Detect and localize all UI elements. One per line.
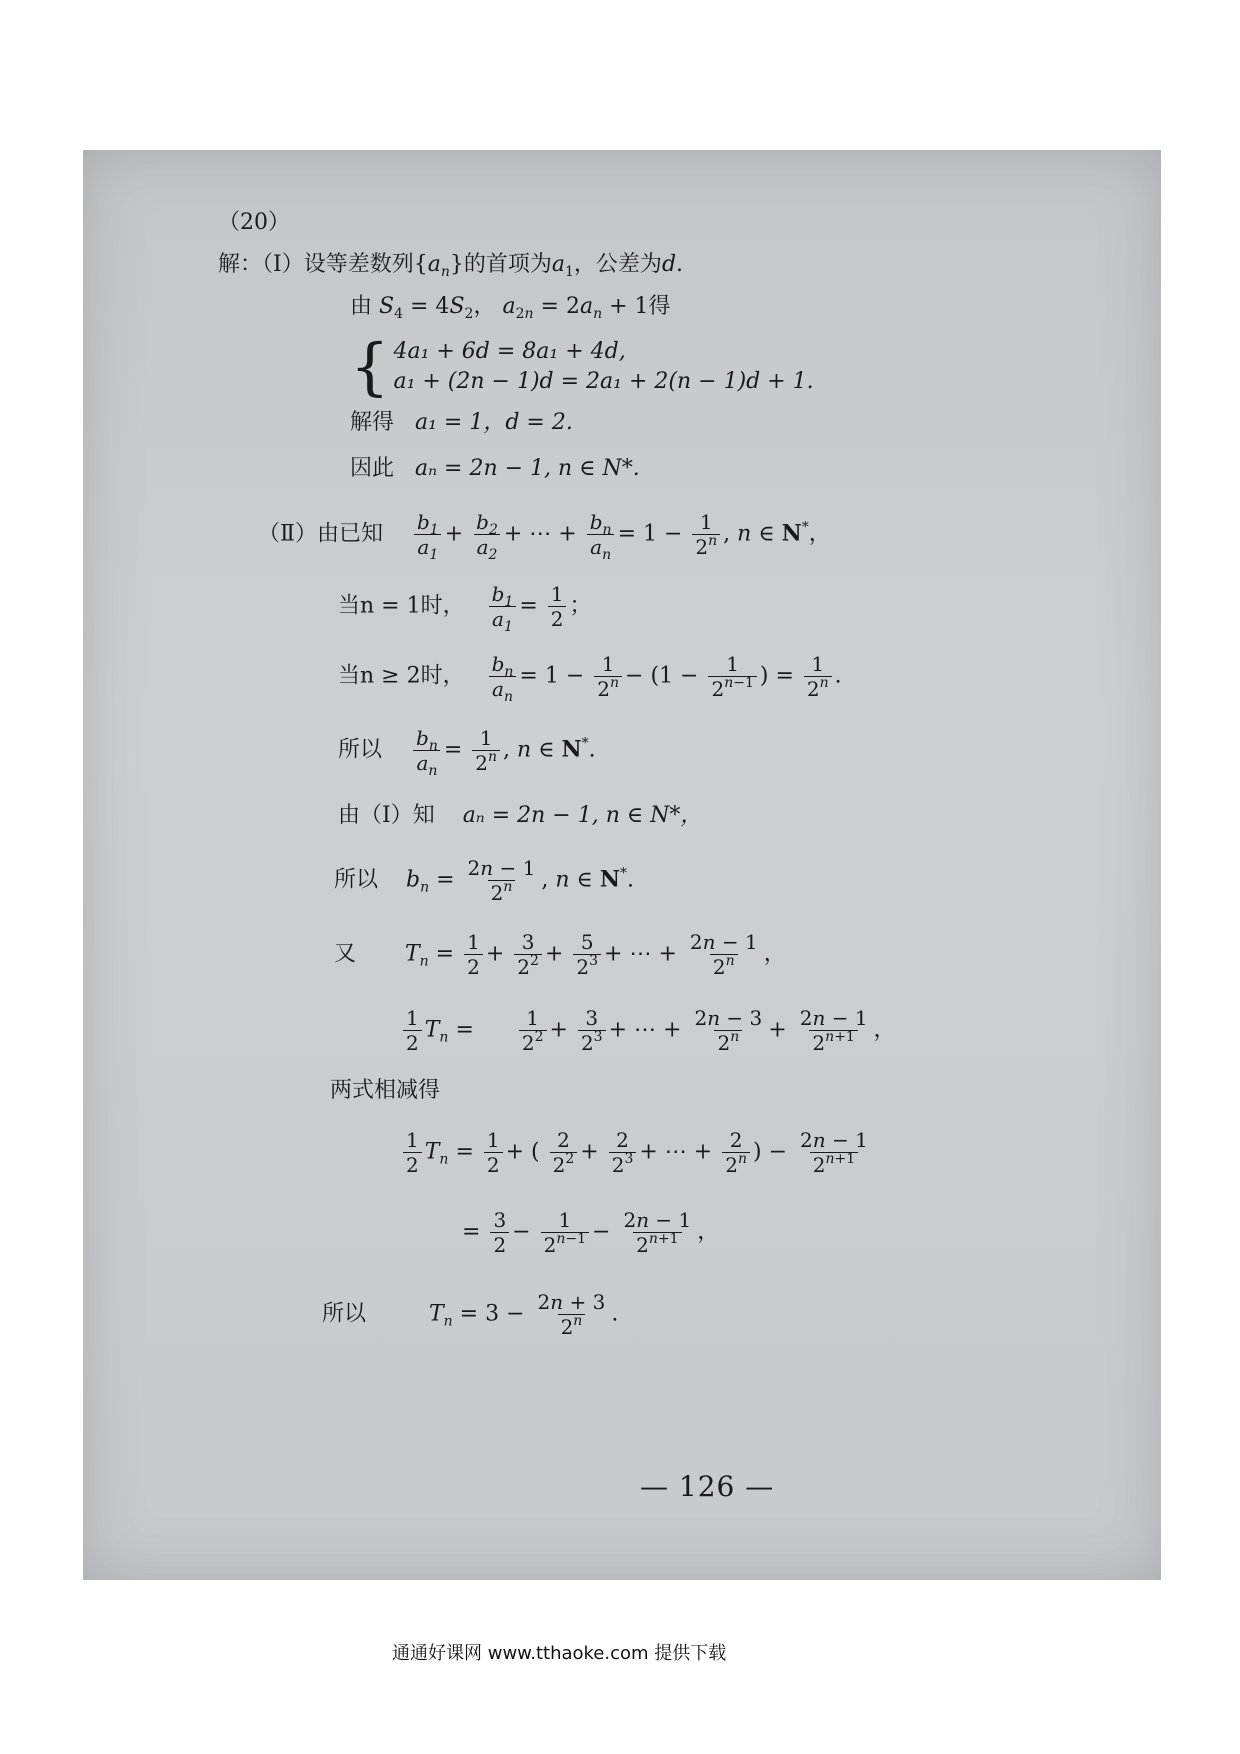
part1-intro-line: 解：（Ⅰ）设等差数列$\{a_n\}$的首项为$a_1$，公差为d. [218, 252, 684, 280]
solve-label: 解得 [350, 410, 395, 435]
subtraction-line-2: = $\frac{3}{2}$ − $\frac{1}{2^{n-1}}$ − $\frac{2n - 1}{2^{n+1}}$ ， [462, 1208, 720, 1257]
equation-system [350, 330, 814, 403]
so-label: 所以 [338, 737, 383, 763]
hence-line [350, 458, 640, 480]
footer-text: 通通好课网 www.tthaoke.com 提供下载 [392, 1643, 727, 1664]
so2-label: 所以 [334, 867, 379, 893]
final-line: 所以 $T_n = 3$ − $\frac{2n + 3}{2^n}$ . [322, 1290, 619, 1339]
system-equation-2: a₁ + (2n − 1)d = 2a₁ + 2(n − 1)d + 1. [393, 369, 814, 394]
solve-result: a₁ = 1，d = 2. [415, 410, 573, 435]
tn-line: 又 $T_n$ = $\frac{1}{2}$ + $\frac{3}{2^2}$ + $\frac{5}{2^3}$ + ⋯ + $\frac{2n - 1}{2^n}$ ， [334, 930, 786, 979]
system-equation-1: 4a₁ + 6d = 8a₁ + 4d, [393, 339, 626, 364]
part1-intro-sep: ，公差为 [573, 252, 662, 277]
part1-intro-label: 解：（Ⅰ）设等差数列 [218, 252, 414, 277]
so-line: 所以 $\frac{b_n}{a_n}$ = $\frac{1}{2^n}$ , n ∈ N*. [338, 726, 596, 779]
hence-result: aₙ = 2n − 1, n ∈ N*. [415, 456, 640, 481]
case1-line: 当n = 1时， $\frac{b_1}{a_1}$ = $\frac{1}{2}$ ； [338, 582, 592, 635]
problem-number: （20） [218, 210, 290, 235]
case2-label: 当n ≥ 2时， [338, 663, 465, 689]
from-part1-label: 由（Ⅰ）知 [338, 803, 435, 828]
from-label: 由 [350, 294, 373, 319]
solve-line [350, 412, 573, 434]
from-part1-result: aₙ = 2n − 1, n ∈ N*， [462, 803, 703, 828]
half-tn-line: $\frac{1}{2}$ $T_n$ = $\frac{1}{2^2}$ + $\frac{3}{2^3}$ + ⋯ + $\frac{2n - 3}{2^n}$ + $\frac{2n - 1}{2^{n+1}}$ ， [400, 1008, 896, 1053]
page-number: — 126 — [640, 1470, 775, 1503]
brace-symbol: { [350, 330, 390, 403]
case2-line: 当n ≥ 2时， $\frac{b_n}{a_n}$ = 1 − $\frac{1}{2^n}$ − (1 − $\frac{1}{2^{n-1}}$ ) = $\frac{1}{2^n}$ . [338, 652, 842, 705]
part2-given-line: （Ⅱ）由已知 $\frac{b_1}{a_1}$ + $\frac{b_2}{a_2}$ + ⋯ + $\frac{b_n}{a_n}$ = 1 − $\frac{1}{2^n}$ , n ∈ N*， [258, 510, 831, 563]
part1-conditions-line: 由 $S_4 = 4S_2$， $a_{2n} = 2a_n + 1$得 [350, 294, 671, 322]
hence-label: 因此 [350, 456, 395, 481]
final-label: 所以 [322, 1301, 367, 1327]
from-part1-line [338, 805, 702, 827]
subtraction-line-1: $\frac{1}{2}$ $T_n$ = $\frac{1}{2}$ + ( $\frac{2}{2^2}$ + $\frac{2}{2^3}$ + ⋯ + $\frac{2}{2^n}$ ) − $\frac{2n - 1}{2^{n+1}}$ [400, 1130, 874, 1175]
so2-line: 所以 $b_n$ = $\frac{2n - 1}{2^n}$ , n ∈ N*. [334, 856, 634, 905]
part2-intro-label: （Ⅱ）由已知 [258, 521, 383, 547]
part1-intro-mid: 的首项为 [463, 252, 552, 277]
also-label: 又 [334, 941, 357, 967]
case1-label: 当n = 1时， [338, 593, 465, 619]
subtract-label: 两式相减得 [330, 1078, 441, 1103]
